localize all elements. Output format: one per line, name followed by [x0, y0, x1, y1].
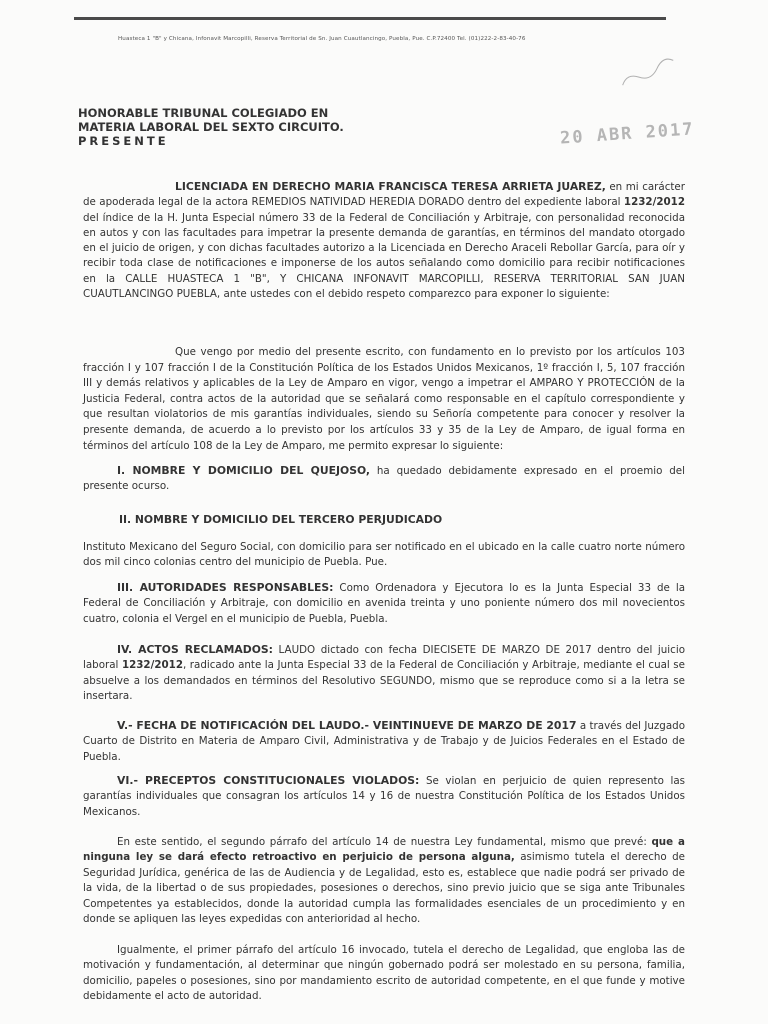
section-1-heading: I. NOMBRE Y DOMICILIO DEL QUEJOSO, — [117, 464, 371, 477]
section-1-text: ha quedado debidamente expresado en el proemio del presente ocurso. — [83, 465, 685, 493]
section-3-heading: III. AUTORIDADES RESPONSABLES: — [117, 581, 334, 594]
main-paragraph — [83, 345, 685, 454]
section-2-heading-block — [83, 512, 685, 528]
section-5-heading: V.- FECHA DE NOTIFICACIÓN DEL LAUDO.- VEINTINUEVE DE MARZO DE 2017 — [117, 719, 577, 732]
section-4-expediente: 1232/2012 — [121, 659, 184, 672]
section-5-text: a través del Juzgado Cuarto de Distrito en Materia de Amparo Civil, Administrativa y de Trabajo y de Juicios Federales en el Estado de Puebla. — [83, 720, 685, 763]
section-6 — [83, 773, 685, 820]
intro-text-2: del índice de la H. Junta Especial número 33 de la Federal de Conciliación y Arbitraje, con personalidad reconocida en autos y con las facultades para impetrar la presente demanda de garantías, en términos del mandato otorgado en el juicio de origen, y con dichas facultades autorizo a la Licenciada en Derecho Araceli Rebollar García, para oír y recibir toda clase de notificaciones e imponerse de los autos señalando como domicilio para recibir notificaciones en la CALLE HUASTECA 1 "B", Y CHICANA INFONAVIT MARCOPILLI, RESERVA TERRITORIAL SAN JUAN CUAUTLANCINGO PUEBLA, ante ustedes con el debido respeto comparezco para exponer lo siguiente: — [83, 211, 685, 301]
received-stamp-mark — [617, 51, 690, 94]
article-16-text: Igualmente, el primer párrafo del artículo 16 invocado, tutela el derecho de Legalidad, que engloba las de motivación y fundamentación, al determinar que ningún gobernado podrá ser molestado en su persona, familia, domicilio, papeles o posesiones, sino por mandamiento escrito de autoridad competente, en el que funde y motive debidamente el acto de autoridad. — [83, 944, 685, 1003]
main-paragraph-text: Que vengo por medio del presente escrito, con fundamento en lo previsto por los artículos 103 fracción I y 107 fracción I de la Constitución Política de los Estados Unidos Mexicanos, 1º fracción I, 5, 107 fracción III y demás relativos y aplicables de la Ley de Amparo en vigor, vengo a impetrar el AMPARO Y PROTECCIÓN de la Justicia Federal, contra actos de la autoridad que se señalará como responsable en el capítulo correspondiente y que resultan violatorios de mis garantías individuales, siendo su Señoría competente para conocer y resolver la presente demanda, de acuerdo a lo previsto por los artículos 33 y 35 de la Ley de Amparo, de igual forma en términos del artículo 108 de la Ley de Amparo, me permito expresar lo siguiente: — [83, 346, 685, 452]
intro-text-1: en mi carácter de apoderada legal de la actora REMEDIOS NATIVIDAD HEREDIA DORADO dentro del expediente laboral — [83, 181, 685, 209]
intro-paragraph — [83, 179, 685, 302]
article-16-paragraph — [83, 943, 685, 1005]
section-2-body — [83, 540, 685, 571]
attorney-name: LICENCIADA EN DERECHO MARIA FRANCISCA TERESA ARRIETA JUAREZ, — [175, 180, 606, 193]
addressee-block — [78, 106, 344, 148]
intro-expediente: 1232/2012 — [623, 196, 685, 209]
section-3 — [83, 580, 685, 627]
article-14-text-2: asimismo tutela el derecho de Seguridad Jurídica, genérica de las de Audiencia y de Legalidad, esto es, establece que nadie podrá ser privado de la vida, de la libertad o de sus propiedades, posesiones o derechos, sino previo juicio que se siga ante Tribunales Competentes ya establecidos, donde la autoridad cumpla las formalidades esenciales de un procedimiento y en donde se apliquen las leyes expedidas con anterioridad al hecho. — [83, 851, 685, 926]
stamp-scribble-icon — [617, 54, 680, 91]
header-rule — [74, 17, 666, 20]
section-4-text-1: LAUDO dictado con fecha DIECISETE DE MARZO DE 2017 dentro del juicio laboral — [83, 644, 685, 672]
addressee-line-3: PRESENTE — [78, 134, 169, 148]
section-3-text: Como Ordenadora y Ejecutora lo es la Junta Especial 33 de la Federal de Conciliación y Arbitraje, con domicilio en avenida treinta y uno poniente número dos mil novecientos cuatro, colonia el Vergel en el municipio de Puebla, Puebla. — [83, 582, 686, 625]
section-5 — [83, 718, 685, 765]
article-14-paragraph — [83, 835, 685, 927]
date-stamp: 20 ABR 2017 — [559, 119, 696, 149]
article-14-text-1: En este sentido, el segundo párrafo del artículo 14 de nuestra Ley fundamental, mismo que prevé: — [117, 836, 652, 848]
section-2-text: Instituto Mexicano del Seguro Social, con domicilio para ser notificado en el ubicado en la calle cuatro norte número dos mil cinco colonias centro del municipio de Puebla. Pue. — [83, 541, 685, 569]
letterhead-address: Huasteca 1 "B" y Chicana, Infonavit Marcopilli, Reserva Territorial de Sn. Juan Cuautlancingo, Puebla, Pue. C.P.72400 Tel. (01)222-2-83-40-76 — [118, 36, 526, 42]
section-6-text: Se violan en perjuicio de quien represento las garantías individuales que consagran los artículos 14 y 16 de nuestra Constitución Política de los Estados Unidos Mexicanos. — [83, 775, 686, 818]
addressee-line-1: HONORABLE TRIBUNAL COLEGIADO EN — [78, 106, 329, 120]
section-6-heading: VI.- PRECEPTOS CONSTITUCIONALES VIOLADOS: — [117, 774, 420, 787]
article-14-bold: que a ninguna ley se dará efecto retroactivo en perjuicio de persona alguna, — [83, 836, 686, 864]
section-4-heading: IV. ACTOS RECLAMADOS: — [117, 643, 273, 656]
addressee-line-2: MATERIA LABORAL DEL SEXTO CIRCUITO. — [78, 120, 344, 134]
section-4 — [83, 642, 685, 705]
section-1 — [83, 463, 685, 495]
section-2-heading: II. NOMBRE Y DOMICILIO DEL TERCERO PERJUDICADO — [119, 513, 443, 526]
section-4-text-2: , radicado ante la Junta Especial 33 de la Federal de Conciliación y Arbitraje, mediante el cual se absuelve a los demandados en términos del Resolutivo SEGUNDO, mismo que se reproduce como si a la letra se insertara. — [83, 659, 686, 703]
